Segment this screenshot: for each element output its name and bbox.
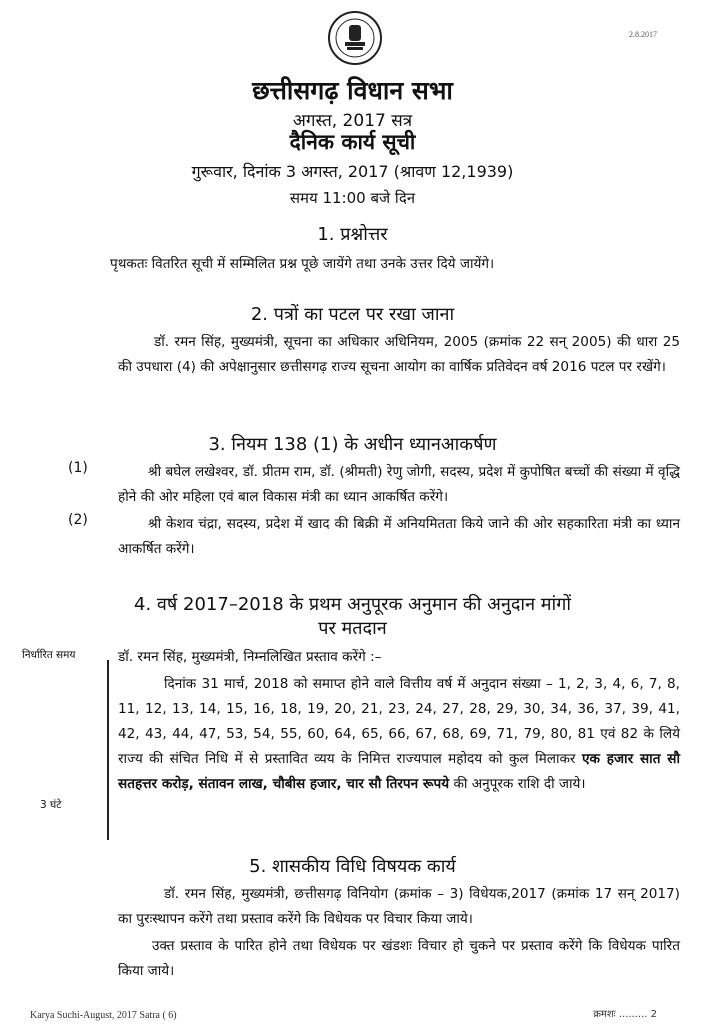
continued-marker: क्रमशः ......... 2 (593, 1009, 657, 1020)
section-4-intro: डॉ. रमन सिंह, मुख्यमंत्री, निम्नलिखित प्रस्ताव करेंगे :– (118, 649, 382, 665)
document-date: 2.8.2017 (629, 30, 657, 39)
session-title: अगस्त, 2017 सत्र (292, 111, 413, 131)
section-4-text (118, 672, 680, 797)
grant-motion-end: की अनुपूरक राशि दी जाये। (453, 776, 586, 792)
assembly-emblem (327, 10, 383, 66)
list-item-text: श्री केशव चंद्रा, सदस्य, प्रदेश में खाद की बिक्री में अनियमितता किये जाने की ओर सहकारिता मंत्री का ध्यान आकर्षित करेंगे। (118, 516, 680, 557)
list-item-text: श्री बघेल लखेश्वर, डॉ. प्रीतम राम, डॉ. (श्रीमती) रेणु जोगी, सदस्य, प्रदेश में कुपोषित बच्चों की संख्या में वृद्धि होने की ओर महिला एवं बाल विकास मंत्री का ध्यान आकर्षित करेंगे। (118, 464, 680, 505)
section-2-text: डॉ. रमन सिंह, मुख्यमंत्री, सूचना का अधिकार अधिनियम, 2005 (क्रमांक 22 सन् 2005) की धारा 25 की उपधारा (4) की अपेक्षानुसार छत्तीसगढ़ राज्य सूचना आयोग का वार्षिक प्रतिवेदन वर्ष 2016 पटल पर रखेंगे। (118, 334, 680, 375)
grant-motion-text: दिनांक 31 मार्च, 2018 को समाप्त होने वाले वित्तीय वर्ष में अनुदान संख्या – 1, 2, 3, 4, 6, 7, 8, 11, 12, 13, 14, 15, 16, 18, 19, 20, 21, 23, 24, 27, 28, 29, 30, 34, 36, 37, 39, 41, 42, 43, 44, 47, 53, 54, 55, 60, 64, 65, 66, 67, 68, 69, 71, 79, 80, 81 एवं 82 के लिये राज्य की संचित निधि में से प्रस्तावित व्यय के निमित्त राज्यपाल महोदय को कुल मिलाकर (118, 676, 680, 767)
footer-reference: Karya Suchi-August, 2017 Satra ( 6) (30, 1010, 177, 1021)
list-item-number: (2) (68, 512, 88, 528)
section-4-heading-cont: पर मतदान (318, 618, 387, 639)
agenda-date: गुरूवार, दिनांक 3 अगस्त, 2017 (श्रावण 12,1939) (191, 162, 514, 181)
section-5-heading: 5. शासकीय विधि विषयक कार्य (249, 856, 456, 877)
section-2-heading: 2. पत्रों का पटल पर रखा जाना (250, 304, 455, 325)
agenda-title: दैनिक कार्य सूची (289, 130, 416, 154)
assembly-title: छत्तीसगढ़ विधान सभा (252, 76, 453, 105)
section-5-text-1: डॉ. रमन सिंह, मुख्यमंत्री, छत्तीसगढ़ विनियोग (क्रमांक – 3) विधेयक,2017 (क्रमांक 17 सन् 2017) का पुरःस्थापन करेंगे तथा प्रस्ताव करेंगे कि विधेयक पर विचार किया जाये। (118, 886, 680, 927)
section-4-heading: 4. वर्ष 2017–2018 के प्रथम अनुपूरक अनुमान की अनुदान मांगों (134, 594, 571, 615)
section-1-text: पृथकतः वितरित सूची में सम्मिलित प्रश्न पूछे जायेंगे तथा उनके उत्तर दिये जायेंगे। (110, 256, 495, 272)
scheduled-time-label: निर्धारित समय (22, 649, 76, 661)
grant-amount: एक हजार सात सौ सतहत्तर करोड़, संतावन लाख, चौबीस हजार, चार सौ तिरपन रूपये (118, 751, 681, 792)
scheduled-time-value: 3 घंटे (40, 799, 62, 811)
list-item-number: (1) (68, 460, 88, 476)
section-5-text-2: उक्त प्रस्ताव के पारित होने तथा विधेयक पर खंडशः विचार हो चुकने पर प्रस्ताव करेंगे कि विधेयक पारित किया जाये। (118, 938, 680, 979)
section-1-heading: 1. प्रश्नोत्तर (317, 224, 388, 245)
agenda-time: समय 11:00 बजे दिन (289, 189, 416, 207)
side-divider (107, 660, 109, 840)
section-3-heading: 3. नियम 138 (1) के अधीन ध्यानआकर्षण (208, 434, 497, 455)
